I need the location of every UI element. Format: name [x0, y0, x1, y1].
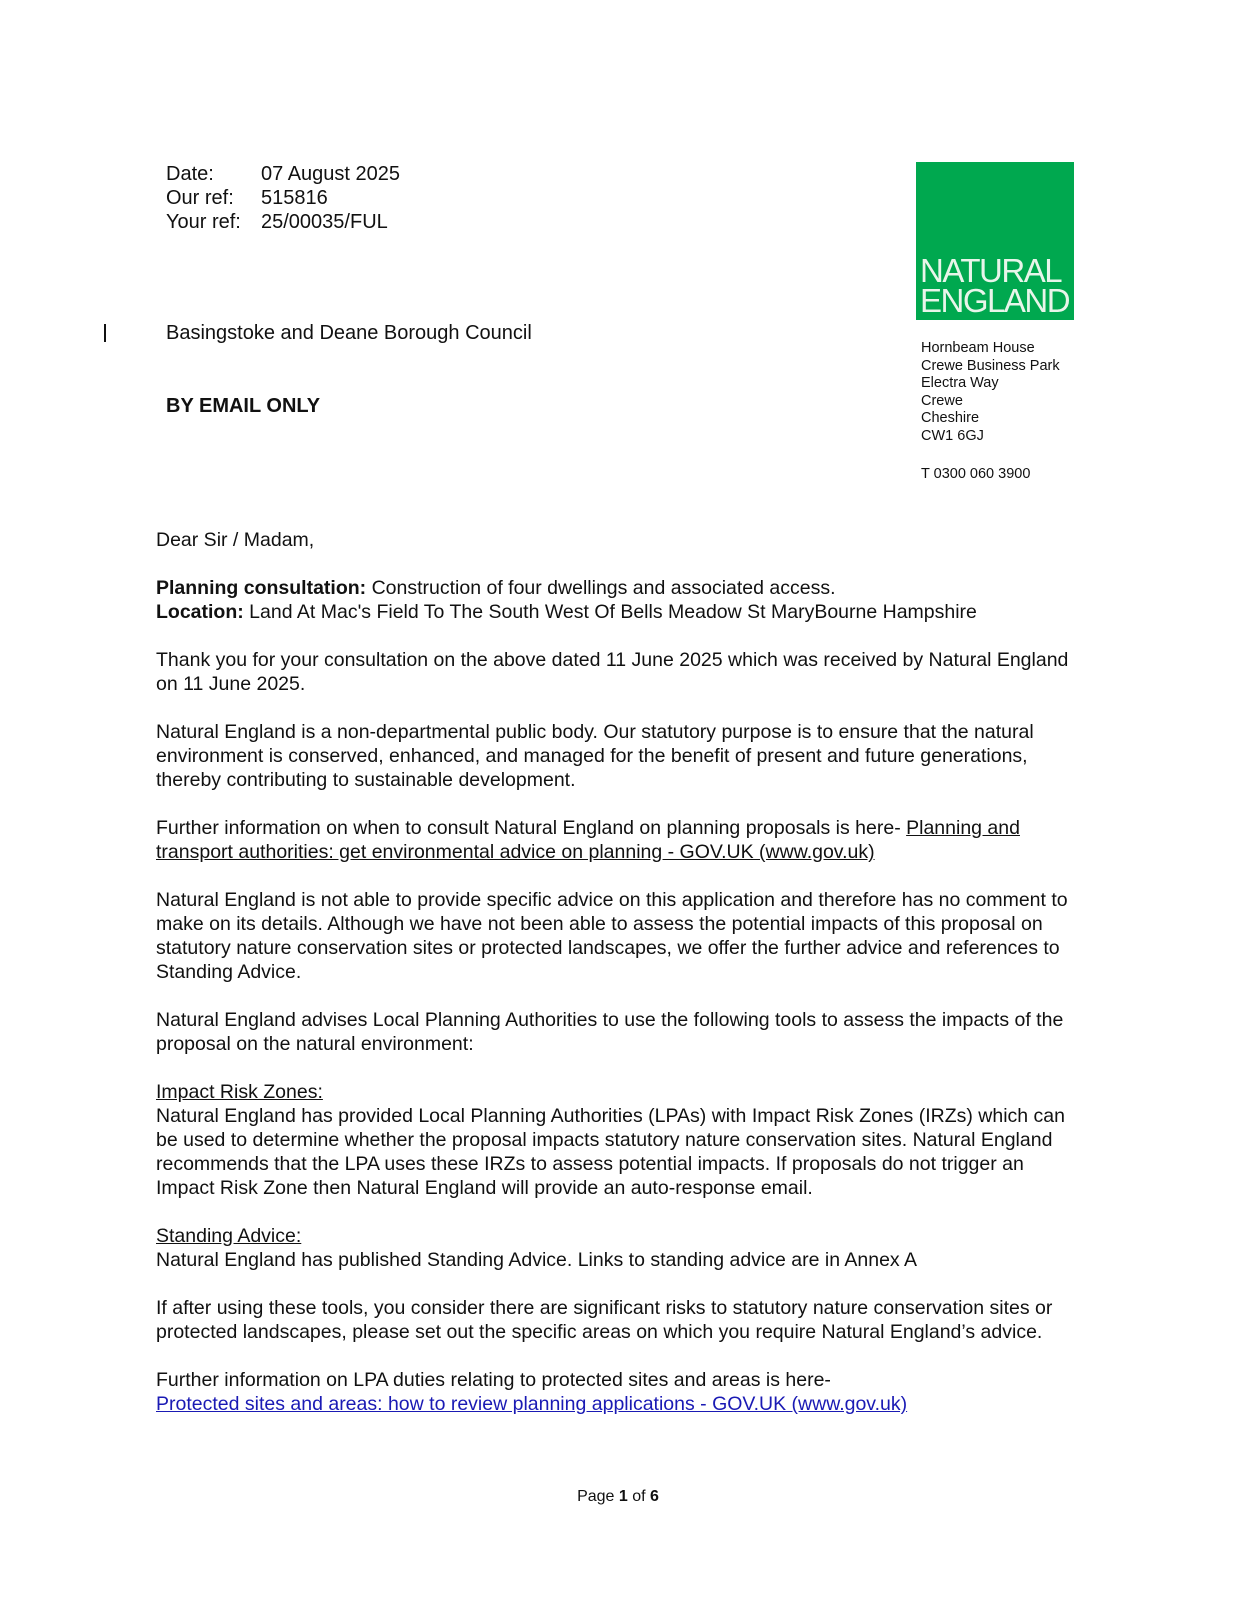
- your-ref-value: 25/00035/FUL: [261, 211, 388, 233]
- our-ref-value: 515816: [261, 187, 328, 209]
- address-line: Crewe: [921, 392, 963, 409]
- text-cursor: [104, 324, 106, 342]
- paragraph-risks: If after using these tools, you consider there are significant risks to statutory nature conservation sites or protected landscapes, please set out the specific areas on which you require Natural England’s advice.: [156, 1297, 1053, 1343]
- standing-advice-section: [156, 1224, 1086, 1272]
- paragraph-thanks: Thank you for your consultation on the above dated 11 June 2025 which was received by Natural England on 11 June 2025.: [156, 649, 1069, 695]
- delivery-note: BY EMAIL ONLY: [166, 395, 321, 417]
- paragraph-about: Natural England is a non-departmental public body. Our statutory purpose is to ensure that the natural environment is conserved, enhanced, and managed for the benefit of present and future generations, thereby contributing to sustainable development.: [156, 721, 1034, 791]
- irz-heading: Impact Risk Zones:: [156, 1081, 323, 1103]
- paragraph-tools: Natural England advises Local Planning Authorities to use the following tools to assess the impacts of the proposal on the natural environment:: [156, 1009, 1064, 1055]
- recipient-name: Basingstoke and Deane Borough Council: [166, 322, 532, 344]
- date-label: Date:: [166, 163, 214, 185]
- logo-line-2: ENGLAND: [920, 282, 1070, 319]
- standing-advice-text: Natural England has published Standing Advice. Links to standing advice are in Annex A: [156, 1249, 918, 1271]
- letter-body: [156, 528, 1086, 1440]
- location-label: Location:: [156, 601, 244, 623]
- your-ref-row: [166, 210, 400, 234]
- irz-text: Natural England has provided Local Planning Authorities (LPAs) with Impact Risk Zones (IRZs) which can be used to determine whether the proposal impacts statutory nature conservation sites. Natural England recommends that the LPA uses these IRZs to assess potential impacts. If proposals do not trigger an Impact Risk Zone then Natural England will provide an auto-response email.: [156, 1105, 1065, 1199]
- page-number: [0, 1488, 1236, 1506]
- reference-block: [166, 162, 400, 234]
- consultation-label: Planning consultation:: [156, 577, 367, 599]
- natural-england-logo: [916, 162, 1074, 320]
- salutation: Dear Sir / Madam,: [156, 529, 315, 551]
- our-ref-label: Our ref:: [166, 187, 234, 209]
- page-of: of: [627, 1488, 651, 1505]
- sender-address: [921, 340, 1060, 445]
- your-ref-label: Your ref:: [166, 211, 241, 233]
- sender-phone: T 0300 060 3900: [921, 466, 1031, 482]
- planning-advice-link[interactable]: Planning and transport authorities: get environmental advice on planning - GOV.UK (www.gov.uk): [156, 817, 1020, 863]
- further-info-text: Further information on when to consult Natural England on planning proposals is here-: [156, 817, 907, 839]
- protected-sites-link[interactable]: Protected sites and areas: how to review planning applications - GOV.UK (www.gov.uk): [156, 1393, 908, 1415]
- date-value: 07 August 2025: [261, 163, 401, 185]
- date-row: [166, 162, 400, 186]
- paragraph-further-info: [156, 816, 1086, 864]
- consultation-text: Construction of four dwellings and associated access.: [366, 577, 836, 599]
- irz-section: [156, 1080, 1086, 1200]
- address-line: Crewe Business Park: [921, 357, 1060, 374]
- lpa-duties-text: Further information on LPA duties relating to protected sites and areas is here-: [156, 1369, 831, 1391]
- address-line: Electra Way: [921, 375, 999, 391]
- page-current: 1: [618, 1488, 628, 1505]
- page-total: 6: [650, 1488, 659, 1505]
- our-ref-row: [166, 186, 400, 210]
- address-line: CW1 6GJ: [921, 427, 984, 444]
- paragraph-no-comment: Natural England is not able to provide specific advice on this application and therefore has no comment to make on its details. Although we have not been able to assess the potential impacts of this proposal on statutory nature conservation sites or protected landscapes, we offer the further advice and references to Standing Advice.: [156, 889, 1068, 983]
- page-prefix: Page: [577, 1488, 619, 1505]
- logo-line-1: NATURAL: [920, 252, 1062, 289]
- consultation-details: [156, 576, 1086, 624]
- standing-advice-heading: Standing Advice:: [156, 1225, 302, 1247]
- location-text: Land At Mac's Field To The South West Of Bells Meadow St MaryBourne Hampshire: [243, 601, 977, 623]
- address-line: Hornbeam House: [921, 340, 1035, 356]
- address-line: Cheshire: [921, 410, 980, 426]
- paragraph-lpa-duties: [156, 1368, 1086, 1416]
